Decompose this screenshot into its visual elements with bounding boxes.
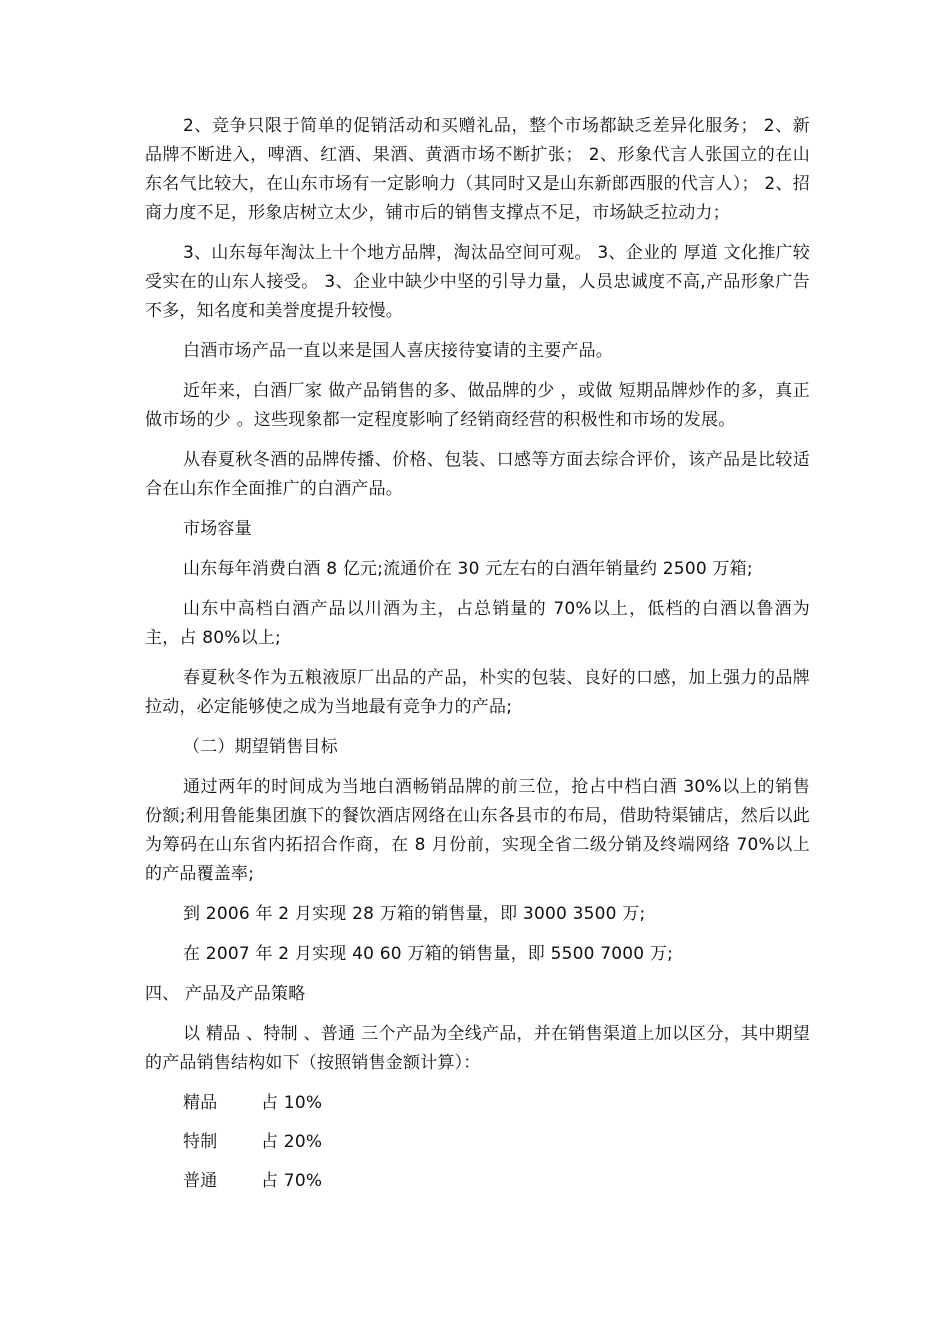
paragraph-evaluation: 从春夏秋冬酒的品牌传播、价格、包装、口感等方面去综合评价，该产品是比较适合在山东作全面推广的白酒产品。: [145, 450, 810, 499]
paragraph-opportunities: 3、山东每年淘汰上十个地方品牌，淘汰品空间可观。 3、企业的 厚道 文化推广较受实在的山东人接受。 3、企业中缺少中坚的引导力量，人员忠诚度不高,产品形象广告不多，知名度和美誉度提升较慢。: [145, 243, 810, 321]
product-name: 普通: [183, 1171, 218, 1191]
paragraph-two-year-goal: 通过两年的时间成为当地白酒畅销品牌的前三位，抢占中档白酒 30%以上的销售份额;利用鲁能集团旗下的餐饮酒店网络在山东各县市的布局，借助特渠铺店，然后以此为筹码在山东省内拓招合作商，在 8 月份前，实现全省二级分销及终端网络 70%以上的产品覆盖率;: [145, 777, 810, 884]
paragraph-target-2007: 在 2007 年 2 月实现 40 60 万箱的销售量，即 5500 7000 万;: [183, 944, 674, 964]
paragraph-consumption: 山东每年消费白酒 8 亿元;流通价在 30 元左右的白酒年销量约 2500 万箱;: [183, 559, 753, 579]
product-mix-row: [183, 1128, 810, 1157]
paragraph-target-2006: 到 2006 年 2 月实现 28 万箱的销售量，即 3000 3500 万;: [183, 904, 646, 924]
product-share: 占 70%: [261, 1171, 323, 1191]
heading-sales-target: （二）期望销售目标: [183, 737, 338, 757]
product-name: 精品: [183, 1093, 218, 1113]
product-share: 占 10%: [261, 1093, 323, 1113]
paragraph-market-products: 白酒市场产品一直以来是国人喜庆接待宴请的主要产品。: [183, 341, 613, 361]
paragraph-product-lines: 以 精品 、特制 、普通 三个产品为全线产品，并在销售渠道上加以区分，其中期望的产品销售结构如下（按照销售金额计算）：: [145, 1024, 810, 1073]
paragraph-market-share: 山东中高档白酒产品以川酒为主，占总销量的 70%以上，低档的白酒以鲁酒为主，占 80%以上;: [145, 599, 810, 648]
paragraph-product-strength: 春夏秋冬作为五粮液原厂出品的产品，朴实的包装、良好的口感，加上强力的品牌拉动，必定能够使之成为当地最有竞争力的产品;: [145, 668, 810, 717]
heading-market-capacity: 市场容量: [183, 519, 252, 539]
product-mix-row: [183, 1167, 810, 1196]
product-mix-row: [183, 1089, 810, 1118]
document-body: [145, 112, 810, 1206]
product-name: 特制: [183, 1132, 218, 1152]
paragraph-competition: 2、竞争只限于简单的促销活动和买赠礼品，整个市场都缺乏差异化服务； 2、新品牌不断进入，啤酒、红酒、果酒、黄酒市场不断扩张； 2、形象代言人张国立的在山东名气比较大，在山东市场有一定影响力（其同时又是山东新郎西服的代言人）； 2、招商力度不足，形象店树立太少，铺市后的销售支撑点不足，市场缺乏拉动力；: [145, 116, 810, 223]
heading-product-strategy: 四、 产品及产品策略: [145, 984, 306, 1004]
paragraph-recent-years: 近年来，白酒厂家 做产品销售的多、做品牌的少 ，或做 短期品牌炒作的多，真正做市场的少 。这些现象都一定程度影响了经销商经营的积极性和市场的发展。: [145, 381, 810, 430]
product-share: 占 20%: [261, 1132, 323, 1152]
